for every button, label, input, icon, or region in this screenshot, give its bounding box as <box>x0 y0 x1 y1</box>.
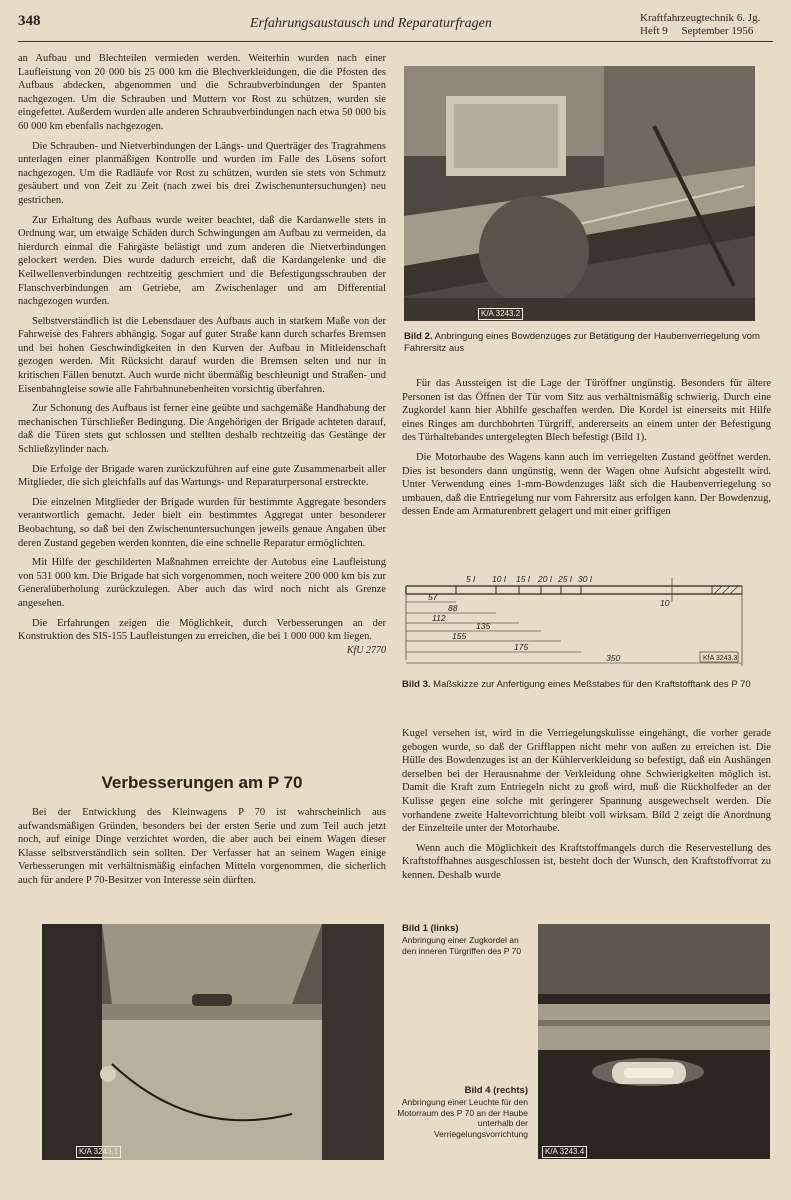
left-column-top <box>18 52 386 657</box>
paragraph: Zur Erhaltung des Aufbaus wurde weiter beachtet, daß die Kardanwelle stets in Ordnung war, um etwaige Schäden durch Schwingungen am Aufbau zu vermeiden, da hierdurch einmal die Fahrgäste belästigt und zum anderen die Nietverbindungen gelockert werden. Dies wurde dadurch erreicht, daß die Kardangelenke und die Keilwellenverbindungen rechtzeitig geschmiert und die Befestigungsschrauben der Flanschverbindungen am Getriebe, am Zwischenlager und am Differential nachgezogen wurden. <box>18 214 386 308</box>
paragraph: Bei der Entwicklung des Kleinwagens P 70 ist wahrscheinlich aus aufwandsmäßigen Gründen, besonders bei der ersten Serie und zum Teil auch jetzt noch, auf einige Dinge verzichtet worden, die aber auch bei einem Wagen dieser Klasse selbstverständlich sein sollten. Der Verfasser hat an seinem Wagen einige Verbesserungen mit verhältnismäßig einfachen Mitteln vorgenommen, die sicherlich auch für andere P 70-Besitzer von Interesse sein dürften. <box>18 807 386 886</box>
caption-text: Anbringung einer Leuchte für den Motorraum des P 70 an der Haube unterhalb der Verriegelungsvorrichtung <box>397 1097 528 1139</box>
dimension-label: 88 <box>448 603 458 613</box>
paragraph: Die Motorhaube des Wagens kann auch im verriegelten Zustand geöffnet werden. Dies ist besonders dann ungünstig, wenn der Wagen ohne Aufsicht abgestellt wird. Unter Verwendung eines 1-mm-Bowdenzuges läßt sich die Haubenverriegelung so umbauen, daß die Entriegelung nur vom Fahrersitz aus erfolgen kann. Der Bowdenzug, dessen Ende am Armaturenbrett gelagert und mit einer griffigen <box>402 451 771 518</box>
paragraph: an Aufbau und Blechteilen vermieden werden. Weiterhin wurden nach einer Laufleistung von 20 000 bis 25 000 km die Blechverkleidungen, die die Pfosten des Aufbaus abdecken, abgenommen und die Schraubverbindungen der Spanten nachgezogen. Um die Schrauben und Muttern vor Rost zu schützen, wurden sie eingefettet. Außerdem wurden alle anderen Schraubverbindungen nach etwa 50 000 bis 60 000 km ebenfalls nachgezogen. <box>18 53 386 132</box>
paragraph: Selbstverständlich ist die Lebensdauer des Aufbaus auch in starkem Maße von der Fahrweise des Fahrers abhängig. Sogar auf guter Straße kann durch scharfes Bremsen und bei hohen Geschwindigkeiten in den Kurven der Aufbau in Mitleidenschaft gezogen werden. Mit Rücksicht darauf wurden die Bremsen selten und nur in kritischen Fällen benutzt. Auch wurde nicht übermäßig beschleunigt und Straßen- und Eisenbahngleise sowie alle Fahrbahnunebenheiten vorsichtig überfahren. <box>18 315 386 395</box>
journal-info <box>640 12 760 38</box>
dimension-label: 175 <box>514 642 529 652</box>
dimension-label: 155 <box>452 631 467 641</box>
figure-3-diagram <box>402 568 772 672</box>
measuring-rod-sketch <box>402 568 772 672</box>
engine-lamp-image <box>538 924 770 1159</box>
caption-label: Bild 2. <box>404 331 433 342</box>
caption-text: Anbringung eines Bowdenzuges zur Betätigung der Haubenverriegelung vom Fahrersitz aus <box>404 331 760 354</box>
running-title: Erfahrungsaustausch und Reparaturfragen <box>250 16 492 31</box>
paragraph: Wenn auch die Möglichkeit des Kraftstoffmangels durch die Reservestellung des Kraftstoffhahnes ausgeschlossen ist, besteht doch der Wunsch, den Kraftstoffvorrat zu kennen. Deshalb wurde <box>402 842 771 881</box>
right-column-mid <box>402 727 771 889</box>
right-column-top <box>402 377 771 525</box>
mark-label: 20 l <box>538 574 552 584</box>
caption-label: Bild 4 (rechts) <box>464 1085 528 1096</box>
figure-1-photo <box>42 924 384 1160</box>
figure-3-caption <box>402 679 772 691</box>
paragraph-last <box>18 617 386 656</box>
dimension-label: 350 <box>606 653 621 663</box>
paragraph: Für das Aussteigen ist die Lage der Türöffner ungünstig. Besonders für ältere Personen ist das Öffnen der Tür vom Sitz aus verhältnismäßig schwierig. Durch eine Zugkordel kann hier Abhilfe geschaffen werden. Die Kordel ist einerseits mit Hilfe eines Ringes am durchbohrten Türgriff, andererseits an einem unter der Befestigung des Türhaltebandes untergelegten Blech befestigt (Bild 1). <box>402 378 771 444</box>
caption-text: Maßskizze zur Anfertigung eines Meßstabes für den Kraftstofftank des P 70 <box>433 679 751 690</box>
caption-label: Bild 3. <box>402 679 431 690</box>
dimension-label: 57 <box>428 592 438 602</box>
paragraph: Die einzelnen Mitglieder der Brigade wurden für bestimmte Aggregate besonders verantwortlich gemacht. Jeder bielt ein bestimmtes Aggregat unter besonderer Beobachtung, so daß bei den Zwischenuntersuchungen jeweils genaue Angaben über deren Zustand gegeben werden konnten, die eine schnelle Reparatur ermöglichten. <box>18 496 386 549</box>
door-handle-image <box>42 924 384 1160</box>
width-dimension: 10 <box>660 598 670 608</box>
figure-2-photo <box>404 66 755 321</box>
paragraph-text: Die Erfahrungen zeigen die Möglichkeit, durch Verbesserungen an der Konstruktion des SIS-155 Laufleistungen zu erreichen, die bei 1 000 000 km liegen. <box>18 617 386 643</box>
paragraph: Die Erfolge der Brigade waren zurückzuführen auf eine gute Zusammenarbeit aller Mitglieder, die sich gleichfalls auf das Wartungs- und Reparaturpersonal erstreckte. <box>18 463 386 489</box>
figure-2-id-mark: K/A 3243.2 <box>478 308 523 320</box>
mark-label: 5 l <box>466 574 475 584</box>
paragraph: Kugel versehen ist, wird in die Verriegelungskulisse eingehängt, die vorher gerade gebogen wurde, so daß der Grifflappen nicht mehr von außen zu erreichen ist. Die Hülle des Bowdenzuges ist an der Kühlerverkleidung so befestigt, daß ein Aushängen derselben bei der Herausnahme der Verkleidung ohne Schwierigkeiten möglich ist. Damit die Kraft zum Entriegeln nicht zu groß wird, muß die Rückholfeder an der Kulisse gegen eine solche mit geringerer Spannung ausgewechselt werden. Die vorhandene zweite Haltevorrichtung bleibt voll wirksam. Bild 2 zeigt die Anordnung der Einzelteile unter der Motorhaube. <box>402 728 771 835</box>
page-number: 348 <box>18 13 41 29</box>
engine-bay-image <box>404 66 755 321</box>
dimension-label: 112 <box>432 613 446 623</box>
mark-label: 10 l <box>492 574 506 584</box>
section-title: Verbesserungen am P 70 <box>101 773 303 792</box>
caption-text: Anbringung einer Zugkordel an den inneren Türgriffen des P 70 <box>402 935 522 956</box>
figure-1-id-mark: K/A 3243.1 <box>76 1146 121 1158</box>
article-code: KfU 2770 <box>346 644 386 656</box>
figure-4-caption <box>392 1086 528 1139</box>
figure-2-caption <box>404 331 770 355</box>
paragraph: Zur Schonung des Aufbaus ist ferner eine geübte und sachgemäße Handhabung der mechanischen Türschließer Bedingung. Die Angehörigen der Brigade achteten darauf, daß die Türen stets gut schlossen und stellten deshalb rechtzeitig das Gestänge der Schließzylinder nach. <box>18 403 386 456</box>
figure-1-caption <box>402 924 522 956</box>
header-rule <box>18 41 773 42</box>
paragraph: Mit Hilfe der geschilderten Maßnahmen erreichte der Autobus eine Laufleistung von 531 000 km. Die Brigade hat sich vorgenommen, noch weitere 200 000 km bis zur Generalüberholung zurückzulegen. Aber auch das wird noch nicht als Grenze angesehen. <box>18 557 386 609</box>
caption-label: Bild 1 (links) <box>402 923 459 934</box>
mark-label: 25 l <box>558 574 572 584</box>
figure-3-id-mark: KfA 3243.3 <box>703 655 738 662</box>
mark-label: 30 l <box>578 574 592 584</box>
journal-line-2: Heft 9 September 1956 <box>640 25 754 37</box>
figure-4-id-mark: K/A 3243.4 <box>542 1146 587 1158</box>
paragraph: Die Schrauben- und Nietverbindungen der Längs- und Querträger des Tragrahmens unterlagen einer planmäßigen Kontrolle und wurden im Falle des Lösens sofort nachgezogen. Um die Radläufe vor Rost zu schützen, wurden sie stets von Schmutz gesäubert und von Zeit zu Zeit (nach zwei bis drei Zwischenuntersuchungen) neu gestrichen. <box>18 140 386 206</box>
left-column-bottom <box>18 806 386 894</box>
journal-line-1: Kraftfahrzeugtechnik 6. Jg. <box>640 12 761 24</box>
figure-4-photo <box>538 924 770 1159</box>
mark-label: 15 l <box>516 574 530 584</box>
dimension-label: 135 <box>476 621 491 631</box>
